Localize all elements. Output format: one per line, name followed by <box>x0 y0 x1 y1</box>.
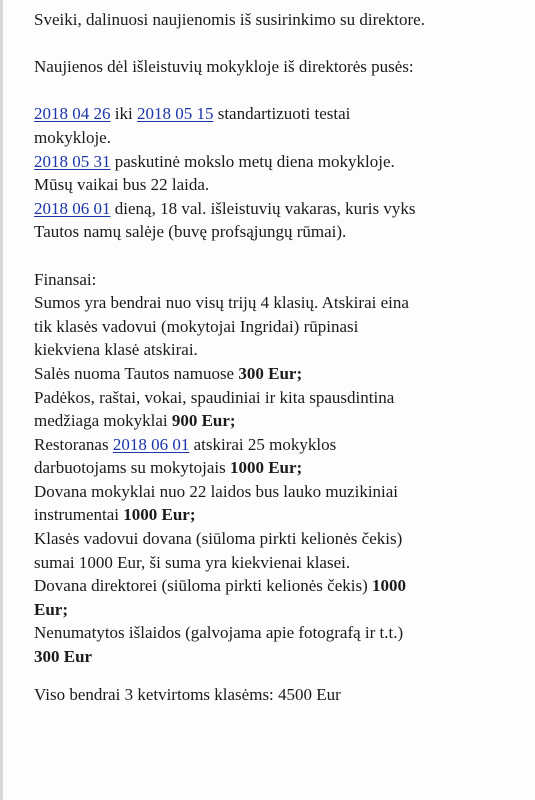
news-text: iki <box>110 104 137 124</box>
finance-text: Dovana direktorei (siūloma pirkti kelionės čekis) <box>34 576 373 596</box>
finance-text: Nenumatytos išlaidos (galvojama apie fotografą ir t.t.) <box>34 623 404 643</box>
finance-text: Salės nuoma Tautos namuose <box>34 363 239 383</box>
total-text: Viso bendrai 3 ketvirtoms klasėms: 4500 Eur <box>34 684 341 704</box>
amount: 1000 Eur; <box>229 458 303 478</box>
date-link[interactable]: 2018 06 01 <box>112 434 190 454</box>
finance-text: Padėkos, raštai, vokai, spaudiniai ir kita spausdintina <box>34 387 395 407</box>
news-item-1 <box>34 102 521 126</box>
amount: Eur; <box>34 599 68 619</box>
finance-text: Klasės vadovui dovana (siūloma pirkti kelionės čekis) <box>34 529 403 549</box>
finance-text: atskirai 25 mokyklos <box>189 434 337 454</box>
hall-rent-line <box>34 362 521 386</box>
date-link[interactable]: 2018 04 26 <box>34 104 111 124</box>
news-item-3 <box>34 197 521 221</box>
finance-text: Sumos yra bendrai nuo visų trijų 4 klasių. Atskirai eina <box>34 293 409 313</box>
finance-text: medžiaga mokyklai <box>34 411 172 431</box>
news-text: standartizuoti testai <box>213 104 351 124</box>
restaurant-line-2 <box>34 456 521 480</box>
director-gift-line <box>34 574 521 598</box>
director-gift-line-2 <box>34 598 521 622</box>
finance-text: tik klasės vadovui (mokytojai Ingridai) rūpinasi <box>34 316 359 336</box>
news-item-2 <box>34 150 521 174</box>
finance-text: instrumentai <box>34 505 124 525</box>
unexpected-line <box>34 645 521 669</box>
date-link[interactable]: 2018 05 31 <box>34 151 111 171</box>
news-text: paskutinė mokslo metų diena mokykloje. <box>110 151 395 171</box>
finance-text: kiekviena klasė atskirai. <box>34 340 198 360</box>
finance-text: Restoranas <box>34 434 113 454</box>
restaurant-line <box>34 433 521 457</box>
amount: 1000 Eur; <box>123 505 196 525</box>
amount: 900 Eur; <box>171 411 236 431</box>
intro-text: Naujienos dėl išleistuvių mokykloje iš direktorės pusės: <box>34 57 414 77</box>
thanks-line <box>34 409 521 433</box>
date-link[interactable]: 2018 06 01 <box>34 198 111 218</box>
greeting-text: Sveiki, dalinuosi naujienomis iš susirinkimo su direktore. <box>34 10 425 29</box>
news-text: Mūsų vaikai bus 22 laida. <box>34 175 210 195</box>
news-text: dieną, 18 val. išleistuvių vakaras, kuris vyks <box>110 198 416 218</box>
date-link[interactable]: 2018 05 15 <box>136 104 214 124</box>
gift-line <box>34 503 521 527</box>
amount: 300 Eur; <box>238 363 303 383</box>
finance-text: Dovana mokyklai nuo 22 laidos bus lauko muzikiniai <box>34 481 399 501</box>
news-text: mokykloje. <box>34 127 111 147</box>
amount: 1000 <box>372 576 407 596</box>
amount: 300 Eur <box>34 647 93 667</box>
finance-text: sumai 1000 Eur, ši suma yra kiekvienai klasei. <box>34 552 351 572</box>
finance-text: darbuotojams su mokytojais <box>34 458 230 478</box>
finance-heading: Finansai: <box>34 269 97 289</box>
news-text: Tautos namų salėje (buvę profsąjungų rūmai). <box>34 222 347 242</box>
